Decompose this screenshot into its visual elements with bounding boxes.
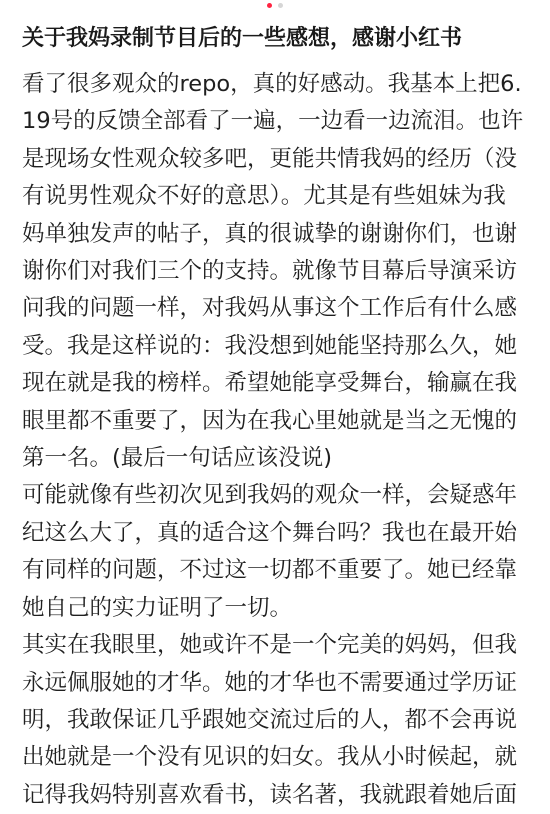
carousel-dot-active[interactable] [267, 3, 272, 8]
post-paragraph-3: 其实在我眼里，她或许不是一个完美的妈妈，但我永远佩服她的才华。她的才华也不需要通过学历证明，我敢保证几乎跟她交流过后的人，都不会再说出她就是一个没有见识的妇女。我从小时候起，就记得我妈特别喜欢看书，读名著，我就跟着她后面 [22, 632, 518, 808]
carousel-dot[interactable] [278, 3, 283, 8]
post-title: 关于我妈录制节目后的一些感想，感谢小红书 [22, 26, 463, 51]
post-paragraph-1: 看了很多观众的repo，真的好感动。我基本上把6.19号的反馈全部看了一遍，一边看一边流泪。也许是现场女性观众较多吧，更能共情我妈的经历（没有说男性观众不好的意思）。尤其是有些姐妹为我妈单独发声的帖子，真的很诚挚的谢谢你们，也谢谢你们对我们三个的支持。就像节目幕后导演采访问我的问题一样，对我妈从事这个工作后有什么感受。我是这样说的：我没想到她能坚持那么久，她现在就是我的榜样。希望她能享受舞台，输赢在我眼里都不重要了，因为在我心里她就是当之无愧的第一名。(最后一句话应该没说) [22, 71, 524, 472]
post-content [22, 24, 528, 814]
post-paragraph-2: 可能就像有些初次见到我妈的观众一样，会疑惑年纪这么大了，真的适合这个舞台吗？我也在最开始有同样的问题，不过这一切都不重要了。她已经靠她自己的实力证明了一切。 [22, 482, 518, 621]
carousel-indicator[interactable] [0, 0, 550, 10]
